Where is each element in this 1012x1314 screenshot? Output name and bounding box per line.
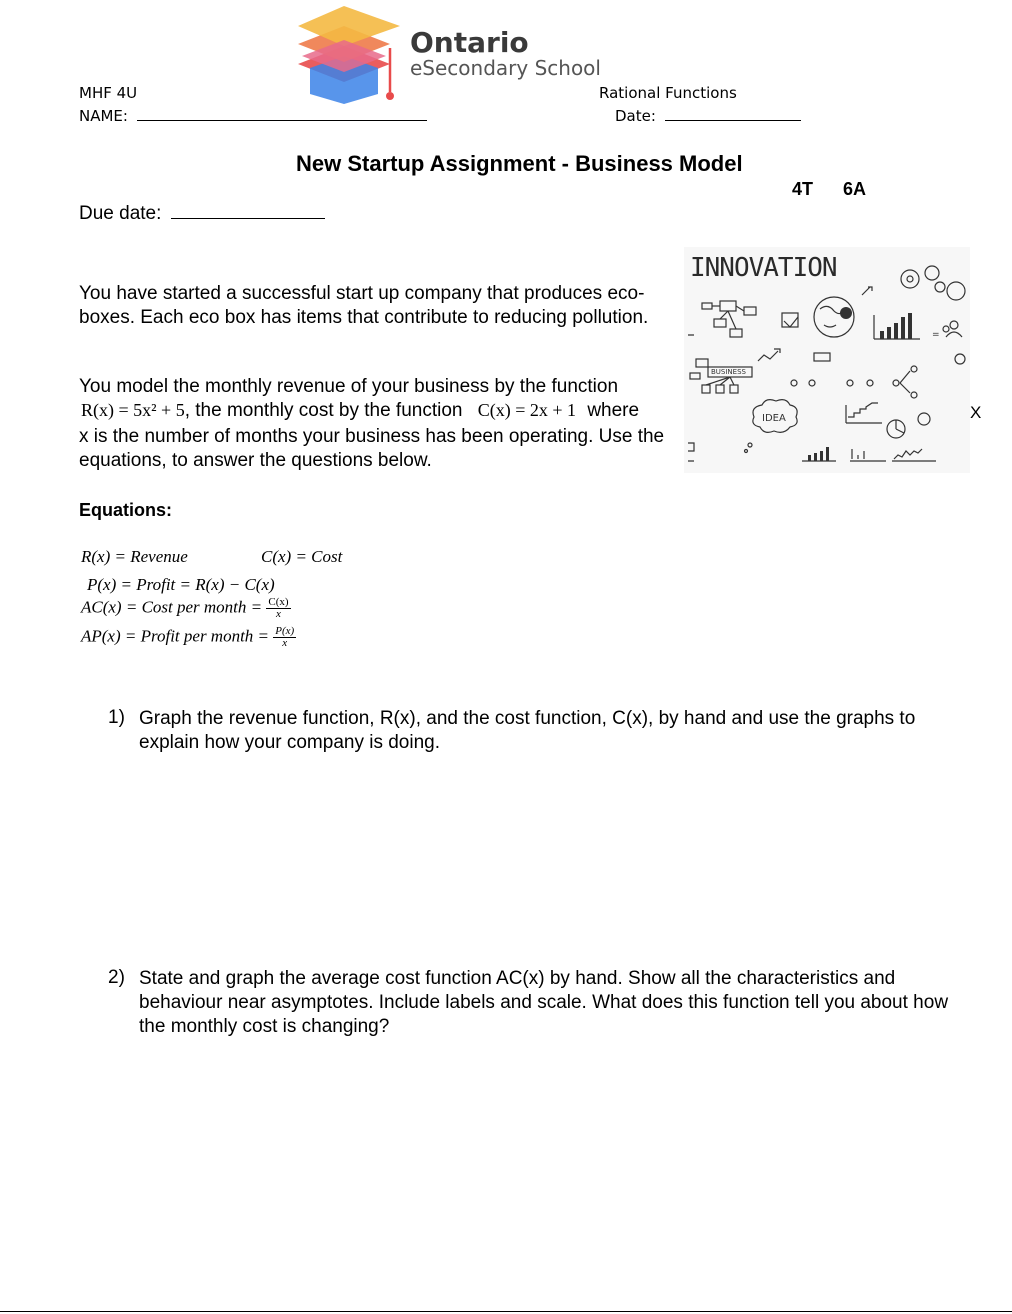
mortarboard-logo-icon [292,4,404,108]
marks-thinking: 4T [792,179,814,199]
due-date-row [79,203,325,225]
intro-paragraph-2-rest: x is the number of months your business has been operating. Use the equations, to answer the questions below. [79,426,665,471]
course-code: MHF 4U [79,84,138,102]
question-1 [108,707,958,755]
business-plan-icon [690,359,752,393]
business-label: BUSINESS [711,368,746,376]
date-row [615,107,801,125]
revenue-function: R(x) = 5x² + 5 [81,400,185,420]
intro-where-text: where [587,400,640,421]
equations-heading: Equations: [79,500,172,520]
average-cost-denominator: x [276,608,281,620]
intro-paragraph-2-line1: You model the monthly revenue of your business by the function [79,376,619,397]
intro-mid-text: , the monthly cost by the function [184,400,463,421]
stray-mark: X [970,403,982,422]
name-blank[interactable] [137,120,427,121]
name-label: NAME: [79,107,128,125]
school-logo [292,4,612,108]
due-date-blank[interactable] [171,218,325,219]
trend-arrow-icon [758,349,780,361]
people-icon [932,321,962,340]
innovation-sketch-icons [684,247,970,473]
intro-paragraph-2-line2 [81,400,639,422]
average-profit-left: AP(x) = Profit per month = [81,626,270,646]
cost-definition: C(x) = Cost [261,547,343,566]
question-2-text: State and graph the average cost function AC(x) by hand. Show all the characteristics and behaviour near asymptotes. Include labels and scale. What does this function tell you about how the monthly cost is changing? [139,968,949,1037]
bar-chart-icon [862,287,920,339]
question-1-number: 1) [108,707,125,728]
average-profit-fraction [273,626,296,649]
school-name: Ontario [410,26,529,59]
average-cost-left: AC(x) = Cost per month = [81,597,263,617]
average-cost-numerator: C(x) [268,596,289,608]
svg-text:=: = [932,330,940,340]
profit-definition: P(x) = Profit = R(x) − C(x) [87,575,275,594]
globe-icon [782,297,854,337]
cost-function: C(x) = 2x + 1 [477,400,577,420]
unit-title: Rational Functions [599,84,737,102]
question-2 [108,967,958,1039]
question-2-number: 2) [108,967,125,988]
average-cost-fraction [266,597,290,620]
innovation-heading: INNOVATION [690,253,837,283]
date-blank[interactable] [665,120,801,121]
average-profit-denominator: x [282,637,288,649]
assignment-title: New Startup Assignment - Business Model [296,151,743,176]
chart-sketches-icon [802,403,936,461]
marks-application: 6A [843,179,867,199]
flowchart-icon [702,301,756,337]
date-label: Date: [615,107,656,125]
average-cost-definition [81,597,291,620]
idea-label: IDEA [762,413,786,424]
question-1-text: Graph the revenue function, R(x), and the cost function, C(x), by hand and use the graphs to explain how your company is doing. [139,708,916,753]
average-profit-definition [81,626,296,649]
page-bottom-border [0,1311,1012,1312]
innovation-image [684,247,970,473]
school-subtitle: eSecondary School [410,56,601,80]
intro-paragraph-1: You have started a successful start up company that produces eco-boxes. Each eco box has items that contribute to reducing pollution. [79,283,649,328]
gear-icon [901,266,965,300]
revenue-definition: R(x) = Revenue [81,547,188,566]
due-date-label: Due date: [79,203,162,224]
average-profit-numerator: P(x) [275,625,295,637]
name-row [79,107,427,125]
